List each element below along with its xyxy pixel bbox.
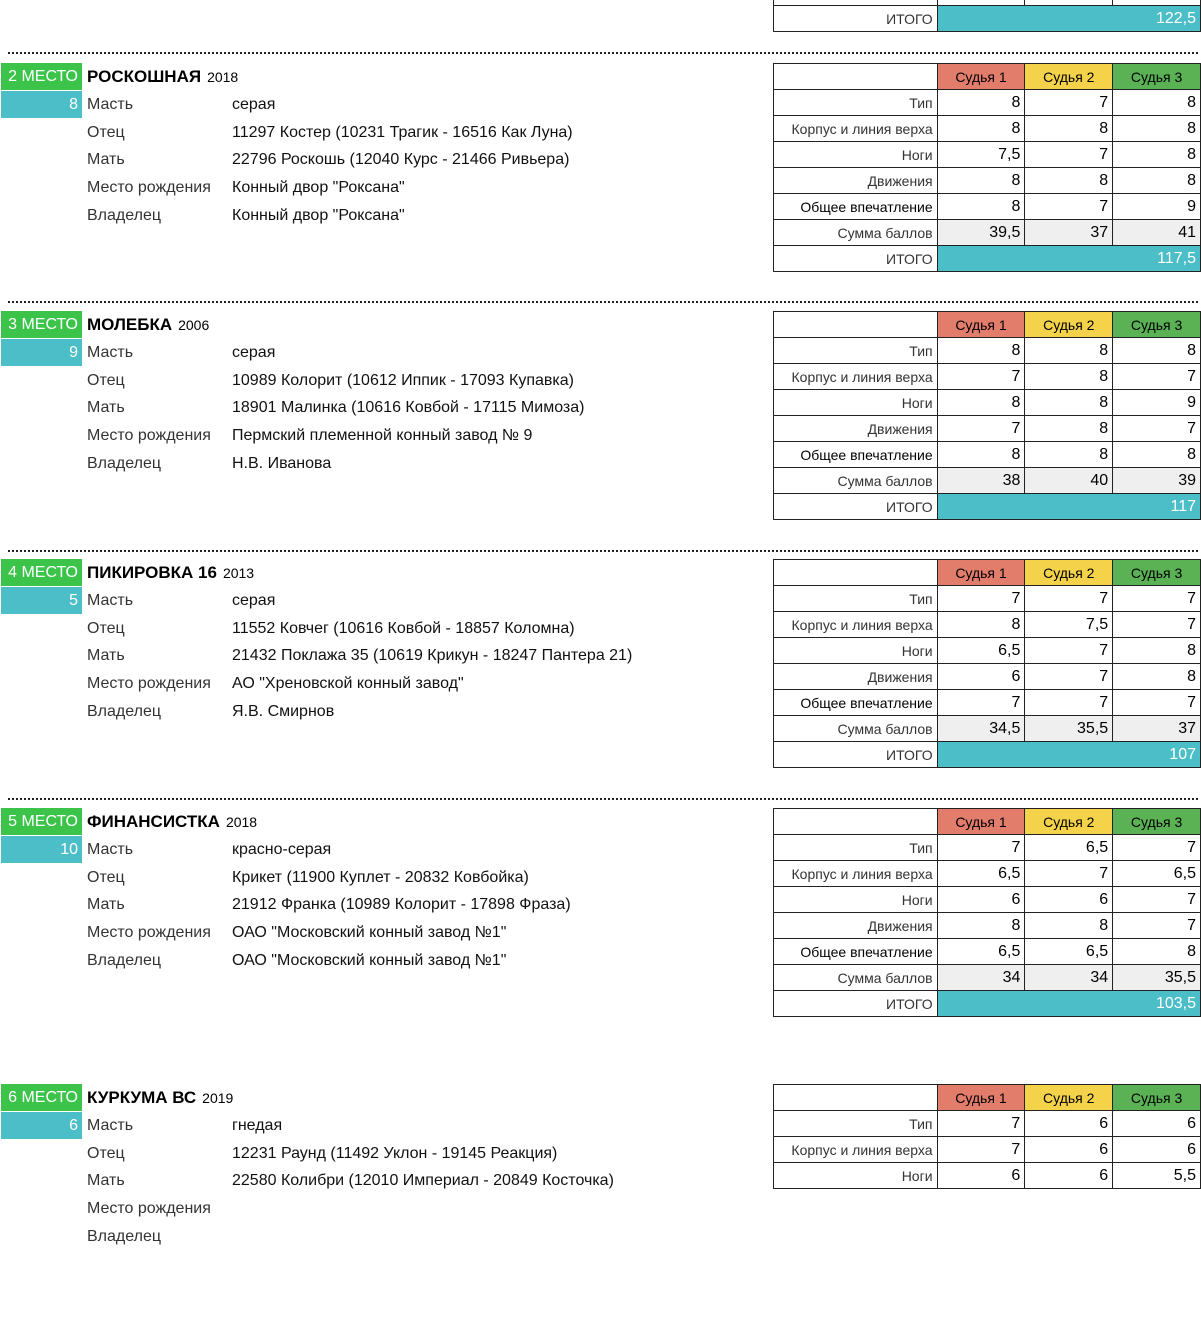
score-cell: 7: [937, 690, 1025, 716]
score-cell: 5,5: [1113, 1163, 1201, 1189]
number-badge: 8: [1, 91, 82, 118]
sum-score-cell: 35,5: [1025, 716, 1113, 742]
score-cell: 8: [1113, 168, 1201, 194]
score-cell: 8: [937, 194, 1025, 220]
score-cell: 7: [937, 364, 1025, 390]
owner-row: [87, 202, 405, 229]
criterion-label: Ноги: [774, 1163, 938, 1189]
sire-label: Отец: [87, 619, 125, 637]
horse-name: [87, 1084, 233, 1111]
score-cell: 7: [1025, 638, 1113, 664]
color-value: серая: [232, 592, 276, 609]
owner-row: [87, 450, 331, 477]
criterion-label: Корпус и линия верха: [774, 612, 938, 638]
sum-score-cell: 37: [1113, 716, 1201, 742]
score-table: [773, 1084, 1201, 1189]
previous-entry-fragment: [0, 0, 1201, 40]
number-badge: 10: [1, 836, 82, 863]
owner-label: Владелец: [87, 951, 162, 969]
total-label: ИТОГО: [774, 742, 938, 768]
total-value: 117: [937, 494, 1200, 520]
score-cell: 6: [1113, 1111, 1201, 1137]
judge-3-header: Судья 3: [1113, 64, 1201, 90]
criterion-label: Сумма баллов: [774, 468, 938, 494]
color-label: Масть: [87, 841, 134, 858]
score-cell: 7: [1113, 612, 1201, 638]
criterion-label: Общее впечатление: [774, 939, 938, 965]
color-value: гнедая: [232, 1117, 283, 1134]
score-cell: 8: [1025, 338, 1113, 364]
score-cell: 7,5: [1025, 612, 1113, 638]
score-cell: 6,5: [937, 939, 1025, 965]
color-label: Масть: [87, 96, 134, 113]
score-cell: 8: [1025, 168, 1113, 194]
score-cell: 8: [1025, 442, 1113, 468]
place-badge: 5 МЕСТО: [1, 808, 82, 835]
place-badge: 2 МЕСТО: [1, 63, 82, 90]
score-cell: 8: [1113, 638, 1201, 664]
sire-label: Отец: [87, 1144, 125, 1162]
dam-label: Мать: [87, 647, 125, 665]
criterion-label: Сумма баллов: [774, 716, 938, 742]
score-cell: 8: [1025, 913, 1113, 939]
dam-label: Мать: [87, 399, 125, 417]
criterion-label: Тип: [774, 835, 938, 861]
sum-score-cell: 35,5: [1113, 965, 1201, 991]
criterion-label: Тип: [774, 586, 938, 612]
criterion-label: Общее впечатление: [774, 690, 938, 716]
number-badge: 5: [1, 587, 82, 614]
criterion-label: Движения: [774, 913, 938, 939]
score-cell: 7: [1025, 664, 1113, 690]
score-cell: 8: [1025, 390, 1113, 416]
header-empty-cell: [774, 312, 938, 338]
score-cell: 8: [937, 168, 1025, 194]
judge-3-header: Судья 3: [1113, 312, 1201, 338]
sum-score-cell: 39: [1113, 468, 1201, 494]
criterion-label: Корпус и линия верха: [774, 116, 938, 142]
entry-place-4: [0, 559, 1201, 809]
horse-name: [87, 311, 209, 338]
criterion-label: Ноги: [774, 142, 938, 168]
score-cell: 7: [1025, 90, 1113, 116]
sum-score-cell: 41: [1113, 220, 1201, 246]
sum-score-cell: 34: [1025, 965, 1113, 991]
birthplace-value: АО "Хреновской конный завод": [232, 675, 464, 693]
horse-name-text: МОЛЕБКА: [87, 315, 173, 334]
score-cell: 7: [1113, 690, 1201, 716]
score-cell: 7: [1025, 142, 1113, 168]
horse-name: [87, 559, 254, 586]
score-cell: 7: [937, 416, 1025, 442]
owner-label: Владелец: [87, 1227, 162, 1245]
score-cell: 7: [1113, 416, 1201, 442]
score-cell: 8: [1025, 416, 1113, 442]
score-cell: 8: [1113, 939, 1201, 965]
owner-value: Я.В. Смирнов: [232, 702, 335, 720]
birthplace-label: Место рождения: [87, 924, 211, 942]
score-cell: 6: [1025, 1111, 1113, 1137]
total-label: ИТОГО: [774, 246, 938, 272]
score-cell: 6: [1025, 1137, 1113, 1163]
owner-value: Конный двор "Роксана": [232, 206, 405, 224]
header-empty-cell: [774, 809, 938, 835]
score-cell: 8: [1113, 442, 1201, 468]
number-badge: 6: [1, 1112, 82, 1139]
dam-label: Мать: [87, 151, 125, 169]
dam-label: Мать: [87, 896, 125, 914]
sum-score-cell: 37: [1025, 220, 1113, 246]
color-row: [87, 836, 331, 863]
score-cell: 7: [937, 1137, 1025, 1163]
criterion-label: Ноги: [774, 390, 938, 416]
score-cell: 9: [1113, 194, 1201, 220]
judge-1-header: Судья 1: [937, 1085, 1025, 1111]
sum-score-cell: 34,5: [937, 716, 1025, 742]
score-cell: 7: [1113, 913, 1201, 939]
color-row: [87, 91, 275, 118]
criterion-label: Движения: [774, 416, 938, 442]
score-cell: 8: [1113, 116, 1201, 142]
score-cell: 7: [1025, 690, 1113, 716]
sire-value: 11297 Костер (10231 Трагик - 16516 Как Луна): [232, 123, 573, 141]
owner-row: [87, 698, 334, 725]
score-cell: 8: [937, 90, 1025, 116]
sum-score-cell: 39,5: [937, 220, 1025, 246]
judge-2-header: Судья 2: [1025, 560, 1113, 586]
horse-name-text: РОСКОШНАЯ: [87, 67, 202, 86]
dam-row: [87, 1167, 614, 1194]
sire-value: 12231 Раунд (11492 Уклон - 19145 Реакция): [232, 1144, 558, 1162]
score-cell: 7: [1113, 887, 1201, 913]
entry-place-2: [0, 63, 1201, 313]
score-cell: 7: [937, 835, 1025, 861]
header-empty-cell: [774, 64, 938, 90]
score-cell: 6,5: [1113, 861, 1201, 887]
score-cell: 6: [1025, 887, 1113, 913]
score-cell: 8: [1025, 116, 1113, 142]
birthplace-row: [87, 1195, 232, 1222]
criterion-label: Сумма баллов: [774, 220, 938, 246]
criterion-label: Ноги: [774, 887, 938, 913]
sire-row: [87, 1140, 557, 1167]
total-value: 117,5: [937, 246, 1200, 272]
horse-name: [87, 63, 238, 90]
score-cell: 6,5: [937, 861, 1025, 887]
total-label: ИТОГО: [774, 6, 938, 32]
criterion-label: Тип: [774, 1111, 938, 1137]
dam-value: 18901 Малинка (10616 Ковбой - 17115 Мимоза): [232, 399, 585, 417]
judge-2-header: Судья 2: [1025, 1085, 1113, 1111]
birth-year: 2018: [207, 69, 239, 85]
score-cell: 8: [1113, 142, 1201, 168]
score-cell: 8: [1113, 664, 1201, 690]
judge-1-header: Судья 1: [937, 560, 1025, 586]
criterion-label: Тип: [774, 90, 938, 116]
number-badge: 9: [1, 339, 82, 366]
horse-name-text: ФИНАНСИСТКА: [87, 812, 220, 831]
place-badge: 4 МЕСТО: [1, 559, 82, 586]
color-row: [87, 1112, 282, 1139]
judge-2-header: Судья 2: [1025, 809, 1113, 835]
score-cell: 6: [1113, 1137, 1201, 1163]
owner-label: Владелец: [87, 206, 162, 224]
owner-value: Н.В. Иванова: [232, 454, 332, 472]
birth-year: 2018: [225, 814, 258, 830]
criterion-label: Движения: [774, 168, 938, 194]
owner-row: [87, 1223, 232, 1250]
score-cell: 8: [1113, 338, 1201, 364]
birthplace-label: Место рождения: [87, 179, 211, 197]
judge-1-header: Судья 1: [937, 809, 1025, 835]
score-cell: 7: [1113, 364, 1201, 390]
score-cell: 7: [937, 586, 1025, 612]
birthplace-value: Пермский племенной конный завод № 9: [232, 427, 533, 445]
criterion-label: Общее впечатление: [774, 442, 938, 468]
criterion-label: Движения: [774, 664, 938, 690]
color-row: [87, 587, 275, 614]
dam-label: Мать: [87, 1172, 125, 1190]
sire-value: 11552 Ковчег (10616 Ковбой - 18857 Коломна): [232, 619, 575, 637]
place-badge: 3 МЕСТО: [1, 311, 82, 338]
birthplace-row: [87, 670, 464, 697]
horse-name: [87, 808, 257, 835]
sire-label: Отец: [87, 868, 125, 886]
birthplace-row: [87, 174, 405, 201]
header-empty-cell: [774, 1085, 938, 1111]
judge-1-header: Судья 1: [937, 64, 1025, 90]
score-cell: 7: [1113, 835, 1201, 861]
judge-3-header: Судья 3: [1113, 809, 1201, 835]
dam-row: [87, 891, 571, 918]
owner-label: Владелец: [87, 702, 162, 720]
dam-value: 22580 Колибри (12010 Империал - 20849 Косточка): [232, 1172, 614, 1190]
judge-1-header: Судья 1: [937, 312, 1025, 338]
birthplace-label: Место рождения: [87, 427, 211, 445]
sire-row: [87, 864, 529, 891]
sum-score-cell: 40: [1025, 468, 1113, 494]
score-cell: 6: [937, 664, 1025, 690]
separator: [8, 52, 1198, 54]
score-cell: 7: [1025, 586, 1113, 612]
birth-year: 2013: [222, 565, 255, 581]
horse-name-text: ПИКИРОВКА 16: [87, 563, 217, 582]
color-value: серая: [232, 344, 276, 361]
total-label: ИТОГО: [774, 991, 938, 1017]
score-cell: 6: [937, 1163, 1025, 1189]
score-cell: 6,5: [1025, 835, 1113, 861]
dam-value: 21432 Поклажа 35 (10619 Крикун - 18247 Пантера 21): [232, 647, 633, 665]
color-value: красно-серая: [232, 841, 332, 858]
total-label: ИТОГО: [774, 494, 938, 520]
judge-2-header: Судья 2: [1025, 64, 1113, 90]
sire-value: Крикет (11900 Куплет - 20832 Ковбойка): [232, 868, 529, 886]
sire-label: Отец: [87, 123, 125, 141]
score-cell: 6,5: [937, 638, 1025, 664]
score-cell: 7: [1025, 861, 1113, 887]
color-label: Масть: [87, 1117, 134, 1134]
criterion-label: Сумма баллов: [774, 965, 938, 991]
color-label: Масть: [87, 592, 134, 609]
previous-score-table: [773, 0, 1201, 32]
dam-row: [87, 146, 569, 173]
score-cell: 8: [1025, 364, 1113, 390]
score-cell: 8: [1113, 90, 1201, 116]
owner-label: Владелец: [87, 454, 162, 472]
criterion-label: Корпус и линия верха: [774, 861, 938, 887]
judge-3-header: Судья 3: [1113, 1085, 1201, 1111]
sum-score-cell: 34: [937, 965, 1025, 991]
score-cell: 6: [937, 887, 1025, 913]
total-value: 122,5: [937, 6, 1200, 32]
criterion-label: Ноги: [774, 638, 938, 664]
dam-row: [87, 642, 632, 669]
birthplace-value: Конный двор "Роксана": [232, 179, 405, 197]
score-table: [773, 808, 1201, 1017]
dam-value: 21912 Франка (10989 Колорит - 17898 Фраза): [232, 896, 571, 914]
color-value: серая: [232, 96, 276, 113]
color-label: Масть: [87, 344, 134, 361]
criterion-label: Тип: [774, 338, 938, 364]
criterion-label: Общее впечатление: [774, 194, 938, 220]
score-cell: 7: [1113, 586, 1201, 612]
score-cell: 8: [937, 612, 1025, 638]
dam-row: [87, 394, 584, 421]
header-empty-cell: [774, 560, 938, 586]
entry-place-6: [0, 1084, 1201, 1334]
place-badge: 6 МЕСТО: [1, 1084, 82, 1111]
score-cell: 6,5: [1025, 939, 1113, 965]
birthplace-label: Место рождения: [87, 675, 211, 693]
score-table: [773, 559, 1201, 768]
birthplace-label: Место рождения: [87, 1200, 211, 1218]
sire-row: [87, 367, 574, 394]
entry-place-3: [0, 311, 1201, 561]
birthplace-row: [87, 422, 532, 449]
score-table: [773, 63, 1201, 272]
owner-value: ОАО "Московский конный завод №1": [232, 951, 507, 969]
score-cell: 8: [937, 116, 1025, 142]
criterion-label: Корпус и линия верха: [774, 1137, 938, 1163]
sire-row: [87, 119, 573, 146]
score-cell: 9: [1113, 390, 1201, 416]
score-cell: 7: [1025, 194, 1113, 220]
birthplace-row: [87, 919, 506, 946]
sire-row: [87, 615, 575, 642]
score-cell: 8: [937, 913, 1025, 939]
color-row: [87, 339, 275, 366]
horse-name-text: КУРКУМА ВС: [87, 1088, 197, 1107]
score-cell: 7,5: [937, 142, 1025, 168]
entry-place-5: [0, 808, 1201, 1058]
judge-3-header: Судья 3: [1113, 560, 1201, 586]
score-cell: 6: [1025, 1163, 1113, 1189]
total-value: 103,5: [937, 991, 1200, 1017]
score-cell: 7: [937, 1111, 1025, 1137]
score-cell: 8: [937, 390, 1025, 416]
birth-year: 2006: [178, 317, 210, 333]
score-table: [773, 311, 1201, 520]
birthplace-value: ОАО "Московский конный завод №1": [232, 924, 507, 942]
total-value: 107: [937, 742, 1200, 768]
sire-label: Отец: [87, 371, 125, 389]
dam-value: 22796 Роскошь (12040 Курс - 21466 Ривьера): [232, 151, 570, 169]
criterion-label: Корпус и линия верха: [774, 364, 938, 390]
birth-year: 2019: [202, 1090, 234, 1106]
sum-score-cell: 38: [937, 468, 1025, 494]
score-cell: 8: [937, 338, 1025, 364]
judge-2-header: Судья 2: [1025, 312, 1113, 338]
score-cell: 8: [937, 442, 1025, 468]
owner-row: [87, 947, 506, 974]
sire-value: 10989 Колорит (10612 Иппик - 17093 Купавка): [232, 371, 574, 389]
